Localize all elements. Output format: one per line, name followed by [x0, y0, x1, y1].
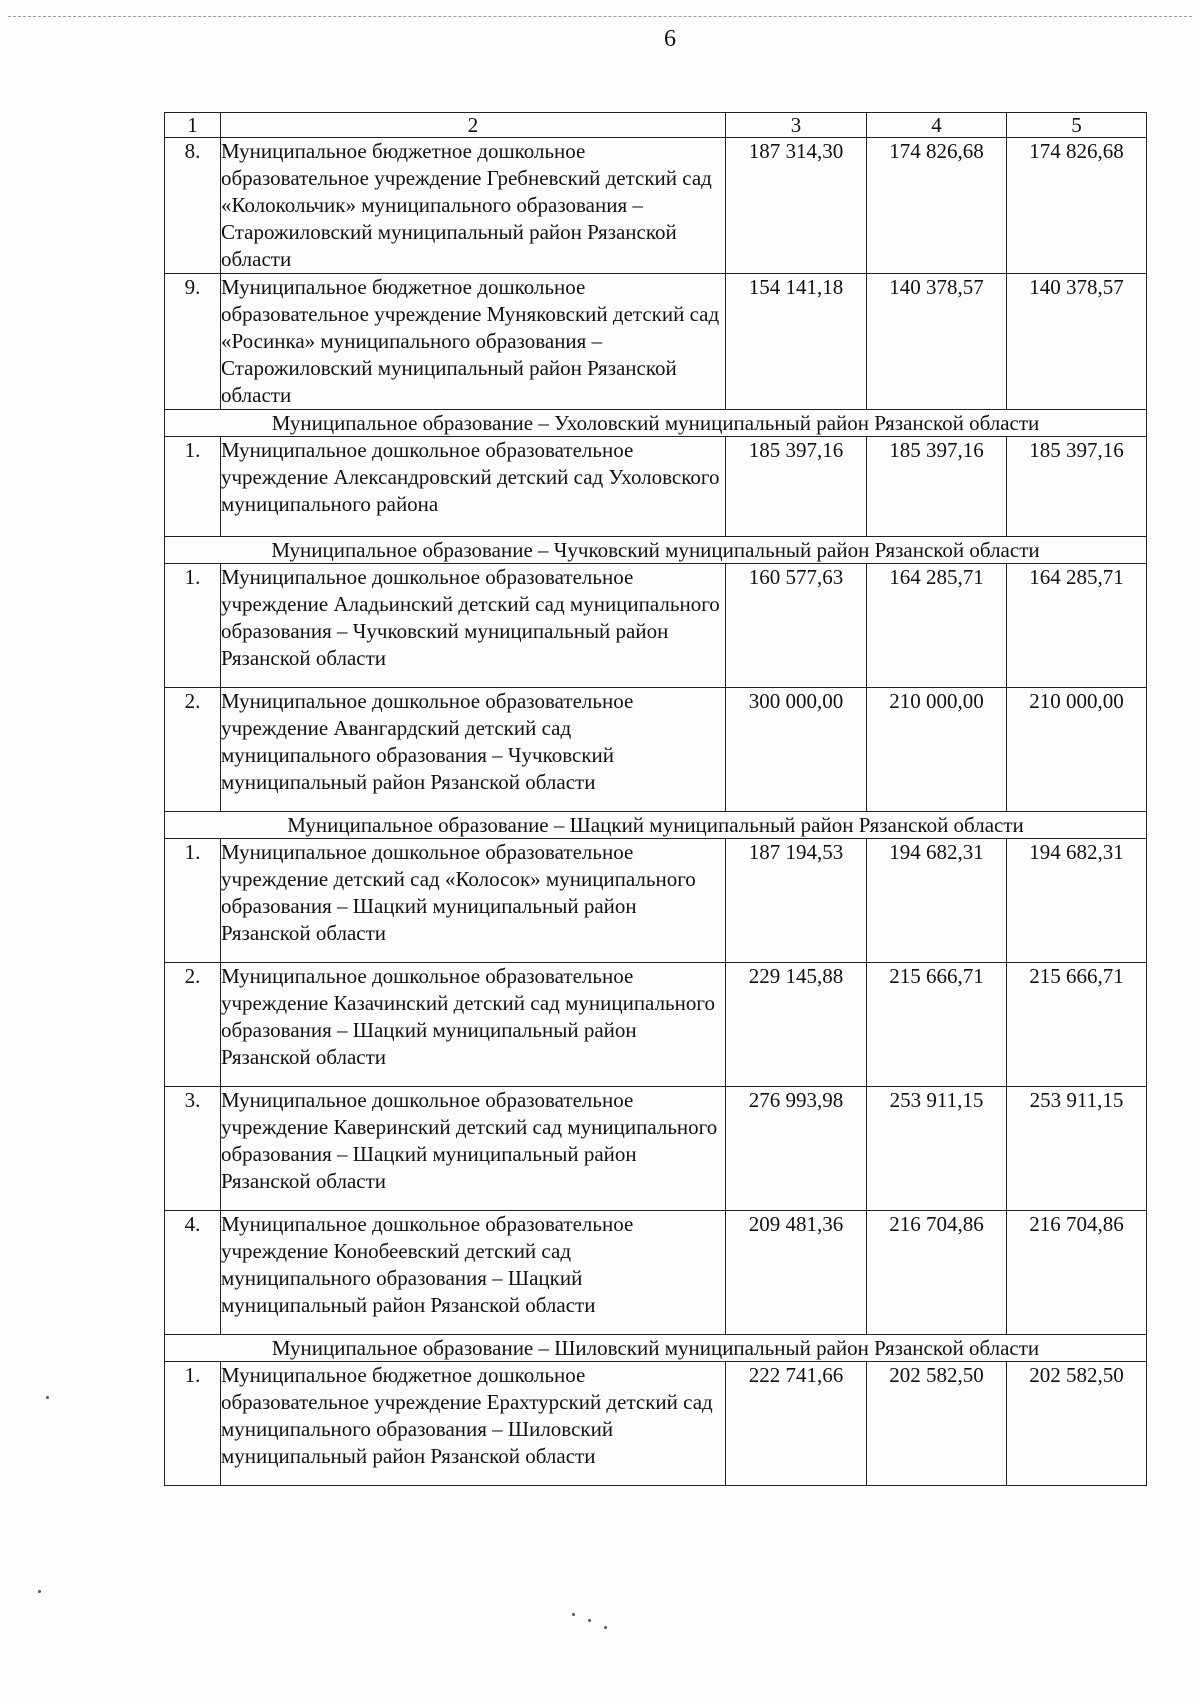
value-col-3: 209 481,36: [726, 1211, 867, 1335]
table-row: [165, 1362, 1147, 1486]
row-number: 1.: [165, 564, 221, 688]
value-col-5: 216 704,86: [1007, 1211, 1147, 1335]
value-col-3: 276 993,98: [726, 1087, 867, 1211]
value-col-5: 185 397,16: [1007, 437, 1147, 537]
section-title: Муниципальное образование – Ухоловский муниципальный район Рязанской области: [165, 410, 1147, 437]
scan-speck: [604, 1626, 607, 1629]
value-col-4: 164 285,71: [867, 564, 1007, 688]
scan-speck: [588, 1619, 591, 1622]
row-number: 8.: [165, 138, 221, 274]
value-col-3: 222 741,66: [726, 1362, 867, 1486]
scan-speck: [46, 1396, 49, 1399]
column-header: 4: [867, 113, 1007, 138]
institution-name: Муниципальное бюджетное дошкольное образовательное учреждение Гребневский детский сад «Колокольчик» муниципального образования – Старожиловский муниципальный район Рязанской области: [221, 138, 726, 274]
institution-name: Муниципальное дошкольное образовательное учреждение Аладьинский детский сад муниципального образования – Чучковский муниципальный район Рязанской области: [221, 564, 726, 688]
table-row: [165, 839, 1147, 963]
value-col-3: 187 194,53: [726, 839, 867, 963]
section-title: Муниципальное образование – Чучковский муниципальный район Рязанской области: [165, 537, 1147, 564]
value-col-3: 160 577,63: [726, 564, 867, 688]
section-header-row: [165, 537, 1147, 564]
funding-table: [164, 112, 1147, 1486]
table-row: [165, 688, 1147, 812]
table-row: [165, 1087, 1147, 1211]
institution-name: Муниципальное дошкольное образовательное учреждение Авангардский детский сад муниципального образования – Чучковский муниципальный район Рязанской области: [221, 688, 726, 812]
row-number: 1.: [165, 437, 221, 537]
institution-name: Муниципальное бюджетное дошкольное образовательное учреждение Муняковский детский сад «Росинка» муниципального образования – Старожиловский муниципальный район Рязанской области: [221, 274, 726, 410]
table-row: [165, 1211, 1147, 1335]
table-row: [165, 138, 1147, 274]
row-number: 9.: [165, 274, 221, 410]
scan-speck: [572, 1613, 575, 1616]
value-col-3: 187 314,30: [726, 138, 867, 274]
column-header: 1: [165, 113, 221, 138]
value-col-3: 229 145,88: [726, 963, 867, 1087]
value-col-4: 185 397,16: [867, 437, 1007, 537]
institution-name: Муниципальное дошкольное образовательное учреждение Казачинский детский сад муниципального образования – Шацкий муниципальный район Рязанской области: [221, 963, 726, 1087]
value-col-5: 215 666,71: [1007, 963, 1147, 1087]
value-col-4: 174 826,68: [867, 138, 1007, 274]
institution-name: Муниципальное дошкольное образовательное учреждение детский сад «Колосок» муниципального образования – Шацкий муниципальный район Рязанской области: [221, 839, 726, 963]
table-row: [165, 274, 1147, 410]
value-col-5: 140 378,57: [1007, 274, 1147, 410]
section-header-row: [165, 410, 1147, 437]
row-number: 1.: [165, 1362, 221, 1486]
value-col-4: 210 000,00: [867, 688, 1007, 812]
section-header-row: [165, 1335, 1147, 1362]
page-number: 6: [664, 26, 676, 52]
table-header-row: [165, 113, 1147, 138]
row-number: 2.: [165, 688, 221, 812]
section-title: Муниципальное образование – Шиловский муниципальный район Рязанской области: [165, 1335, 1147, 1362]
value-col-4: 216 704,86: [867, 1211, 1007, 1335]
value-col-3: 185 397,16: [726, 437, 867, 537]
institution-name: Муниципальное дошкольное образовательное учреждение Каверинский детский сад муниципального образования – Шацкий муниципальный район Рязанской области: [221, 1087, 726, 1211]
value-col-5: 164 285,71: [1007, 564, 1147, 688]
row-number: 4.: [165, 1211, 221, 1335]
value-col-4: 253 911,15: [867, 1087, 1007, 1211]
row-number: 2.: [165, 963, 221, 1087]
value-col-5: 202 582,50: [1007, 1362, 1147, 1486]
institution-name: Муниципальное дошкольное образовательное учреждение Александровский детский сад Ухоловского муниципального района: [221, 437, 726, 537]
value-col-3: 300 000,00: [726, 688, 867, 812]
institution-name: Муниципальное бюджетное дошкольное образовательное учреждение Ерахтурский детский сад муниципального образования – Шиловский муниципальный район Рязанской области: [221, 1362, 726, 1486]
section-title: Муниципальное образование – Шацкий муниципальный район Рязанской области: [165, 812, 1147, 839]
table-row: [165, 963, 1147, 1087]
scan-speck: [38, 1590, 41, 1593]
value-col-5: 174 826,68: [1007, 138, 1147, 274]
column-header: 3: [726, 113, 867, 138]
row-number: 3.: [165, 1087, 221, 1211]
scan-edge-line: [8, 16, 1192, 17]
table-row: [165, 437, 1147, 537]
institution-name: Муниципальное дошкольное образовательное учреждение Конобеевский детский сад муниципального образования – Шацкий муниципальный район Рязанской области: [221, 1211, 726, 1335]
value-col-4: 140 378,57: [867, 274, 1007, 410]
column-header: 2: [221, 113, 726, 138]
value-col-4: 215 666,71: [867, 963, 1007, 1087]
value-col-5: 210 000,00: [1007, 688, 1147, 812]
value-col-5: 253 911,15: [1007, 1087, 1147, 1211]
value-col-3: 154 141,18: [726, 274, 867, 410]
table-row: [165, 564, 1147, 688]
section-header-row: [165, 812, 1147, 839]
column-header: 5: [1007, 113, 1147, 138]
value-col-4: 202 582,50: [867, 1362, 1007, 1486]
value-col-5: 194 682,31: [1007, 839, 1147, 963]
row-number: 1.: [165, 839, 221, 963]
value-col-4: 194 682,31: [867, 839, 1007, 963]
